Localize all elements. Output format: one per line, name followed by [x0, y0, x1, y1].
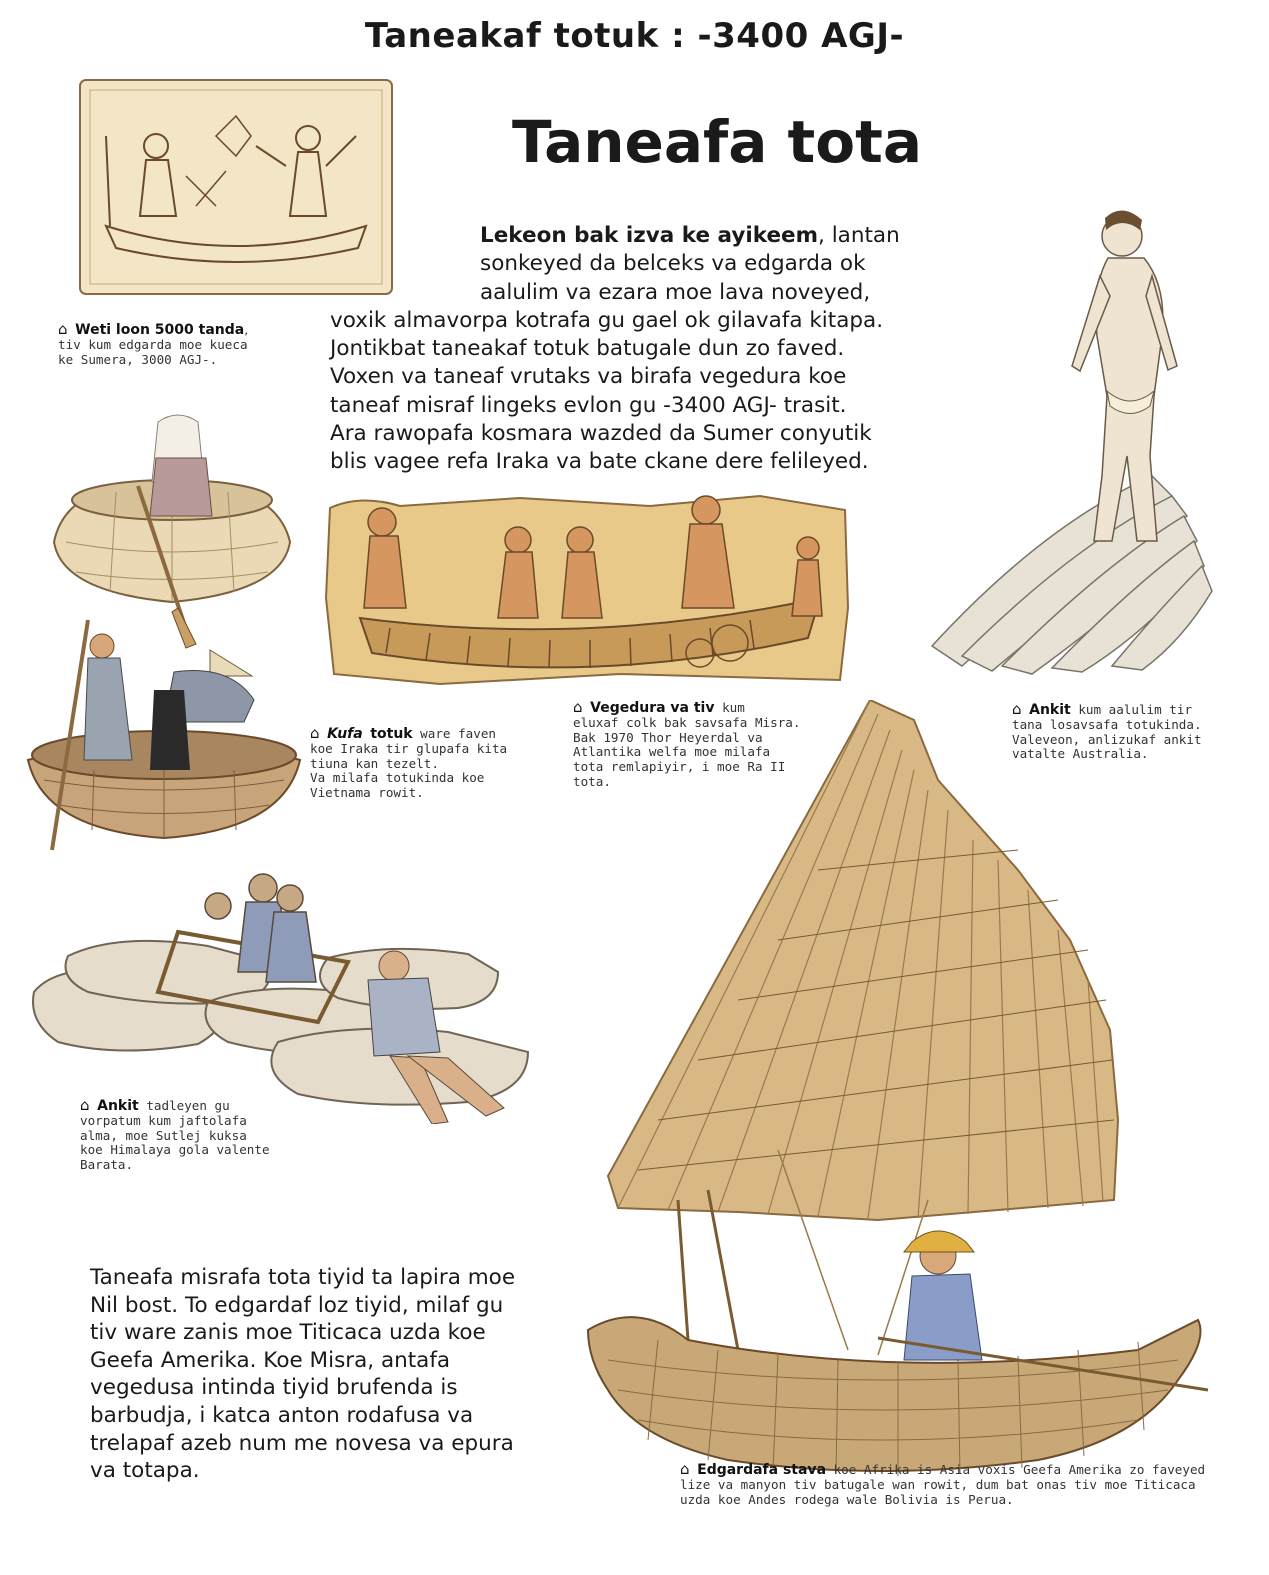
caption-ankit-skin: ⌂ Ankit tadleyen gu vorpatum kum jaftolafa alma, moe Sutlej kuksa koe Himalaya gola valente Barata. [80, 1096, 270, 1173]
egyptian-relief-illustration [320, 488, 855, 690]
home-icon: ⌂ [310, 724, 320, 742]
intro-paragraph: Lekeon bak izva ke ayikeem, lantan sonkeyed da belceks va edgarda ok aalulim va ezara moe lava noveyed, voxik almavorpa kotrafa gu gael ok gilavafa kitapa. Jontikbat taneakaf totuk batugale dun zo faved. Voxen va taneaf vrutaks va birafa vegedura koe taneaf misraf lingeks evlon gu -3400 AGJ- trasit. Ara rawopafa kosmara wazded da Sumer conyutik blis vagee refa Iraka va bate ckane dere felileyed. [330, 223, 900, 475]
caption-kufa: ⌂ Kufa totuk ware faven koe Iraka tir glupafa kita tiuna kan tezelt. Va milafa totukinda koe Vietnama rowit. [310, 724, 508, 801]
caption-vegedura: ⌂ Vegedura va tiv kum eluxaf colk bak savsafa Misra. Bak 1970 Thor Heyerdal va Atlantika welfa moe milafa tota remlapiyir, i moe Ra II tota. [573, 698, 801, 789]
skin-raft-illustration [28, 862, 604, 1124]
home-icon: ⌂ [680, 1460, 690, 1478]
page-supertitle: Taneakaf totuk : -3400 AGJ- [364, 16, 905, 56]
home-icon: ⌂ [1012, 700, 1022, 718]
home-icon: ⌂ [58, 320, 68, 338]
bottom-paragraph: Taneafa misrafa tota tiyid ta lapira moe Nil bost. To edgardaf loz tiyid, milaf gu tiv ware zanis moe Titicaca uzda koe Geefa Amerika. Koe Misra, antafa vegedusa intinda tiyid brufenda is barbudja, i katca anton rodafusa va trelapaf azeb num me novesa va epura va totapa. [90, 1265, 516, 1484]
caption-reed-boat: ⌂ Edgardafa stava koe Afrika is Asia voxis Geefa Amerika zo faveyed lize va manyon tiv batugale wan rowit, dum bat onas tiv moe Titicaca uzda koe Andes rodega wale Bolivia is Perua. [680, 1460, 1206, 1507]
reed-sailboat-illustration [578, 700, 1214, 1482]
page-title: Taneafa tota [512, 108, 922, 176]
caption-ankit-reed: ⌂ Ankit kum aalulim tir tana losavsafa totukinda. Valeveon, anlizukaf ankit vatalte Australia. [1012, 700, 1202, 762]
basket-boat-crew-illustration [14, 610, 304, 855]
home-icon: ⌂ [573, 698, 583, 716]
home-icon: ⌂ [80, 1096, 90, 1114]
man-on-reed-float-illustration [922, 196, 1232, 676]
caption-seal: ⌂ Weti loon 5000 tanda, tiv kum edgarda moe kueca ke Sumera, 3000 AGJ-. [58, 320, 249, 367]
intro-bold-lead: Lekeon bak izva ke ayikeem [480, 223, 819, 248]
